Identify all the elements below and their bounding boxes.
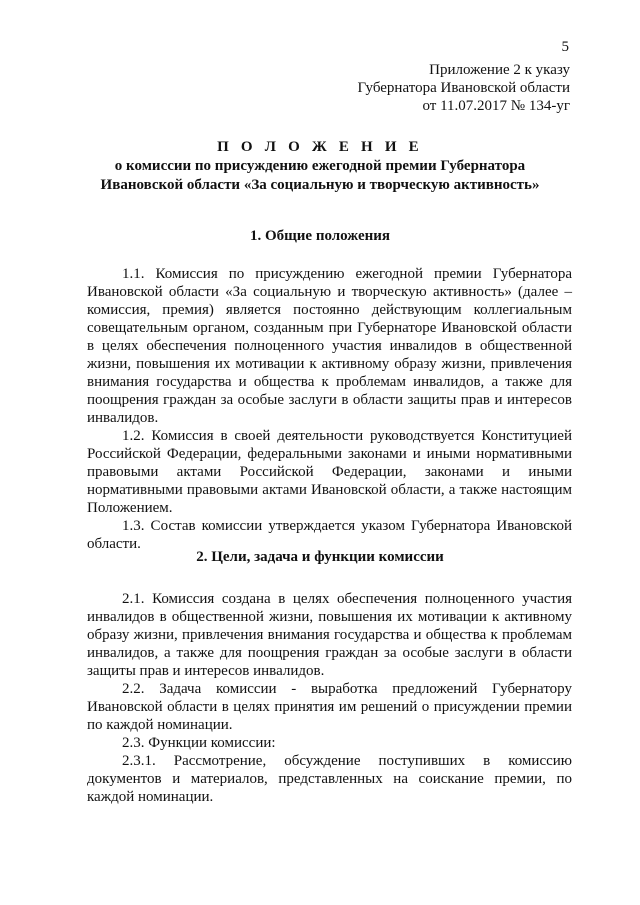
appendix-line-2: Губернатора Ивановской области xyxy=(357,80,570,96)
page-number: 5 xyxy=(561,39,569,55)
paragraph-1-1: 1.1. Комиссия по присуждению ежегодной премии Губернатора Ивановской области «За социальную и творческую активность» (далее – комиссия, премия) является постоянно действующим коллегиальным совещательным органом, созданным при Губернаторе Ивановской области в целях обеспечения полноценного участия инвалидов в общественной жизни, повышения их мотивации к активному образу жизни, привлечения внимания государства и общества к проблемам инвалидов, а также для поощрения граждан за особые заслуги в области защиты прав и интересов инвалидов. xyxy=(87,266,572,426)
paragraph-1-2: 1.2. Комиссия в своей деятельности руководствуется Конституцией Российской Федерации, федеральными законами и иными нормативными правовыми актами Российской Федерации, законами и иными нормативными правовыми актами Ивановской области, а также настоящим Положением. xyxy=(87,428,572,516)
appendix-line-3: от 11.07.2017 № 134-уг xyxy=(422,98,570,114)
title-line-3: Ивановской области «За социальную и творческую активность» xyxy=(100,177,540,193)
paragraph-2-3-1: 2.3.1. Рассмотрение, обсуждение поступивших в комиссию документов и материалов, представленных на соискание премии, по каждой номинации. xyxy=(87,753,572,805)
paragraph-2-3: 2.3. Функции комиссии: xyxy=(122,735,276,751)
paragraph-2-1: 2.1. Комиссия создана в целях обеспечения полноценного участия инвалидов в общественной жизни, повышения их мотивации к активному образу жизни, привлечения внимания государства и общества к проблемам инвалидов, а также для поощрения граждан за особые заслуги в области защиты прав и интересов инвалидов. xyxy=(87,591,572,679)
section-1-heading: 1. Общие положения xyxy=(249,228,391,244)
paragraph-1-3: 1.3. Состав комиссии утверждается указом Губернатора Ивановской области. xyxy=(87,518,572,552)
title-main: П О Л О Ж Е Н И Е xyxy=(217,139,423,155)
paragraph-2-2: 2.2. Задача комиссии - выработка предложений Губернатору Ивановской области в целях принятия им решений о присуждении премии по каждой номинации. xyxy=(87,681,572,733)
section-2-heading: 2. Цели, задача и функции комиссии xyxy=(196,549,444,565)
appendix-line-1: Приложение 2 к указу xyxy=(429,62,570,78)
appendix-reference xyxy=(357,61,570,115)
title-line-2: о комиссии по присуждению ежегодной премии Губернатора xyxy=(114,158,526,174)
section-1-body xyxy=(87,265,572,553)
section-2-body xyxy=(87,590,572,806)
document-title xyxy=(60,138,580,195)
